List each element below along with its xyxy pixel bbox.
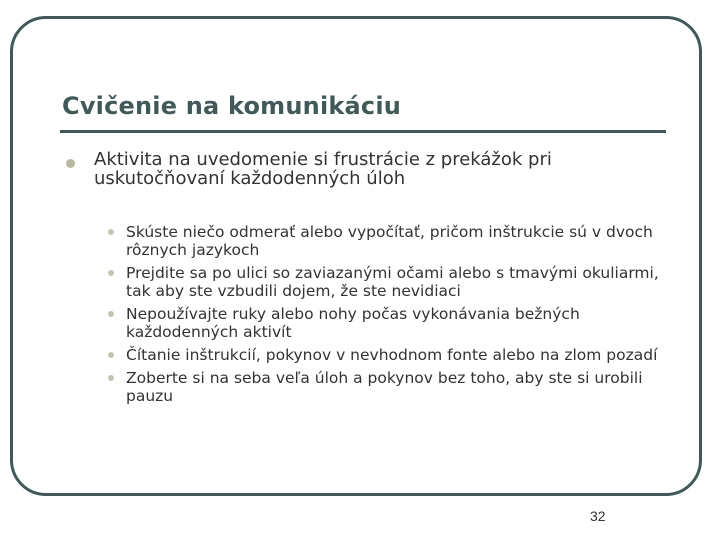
list-item: [108, 346, 678, 364]
list-item: [108, 264, 678, 300]
bullet-dot-icon: [108, 311, 114, 317]
sub-bullet-text: Prejdite sa po ulici so zaviazanými očami alebo s tmavými okuliarmi, tak aby ste vzbudili dojem, že ste nevidiaci: [126, 264, 659, 300]
sub-bullet-text: Nepoužívajte ruky alebo nohy počas vykonávania bežných každodenných aktivít: [126, 305, 580, 341]
main-bullet-icon: [66, 159, 75, 168]
main-bullet-text: Aktivita na uvedomenie si frustrácie z prekážok pri uskutočňovaní každodenných úloh: [94, 149, 552, 189]
list-item: [108, 305, 678, 341]
sub-bullet-text: Zoberte si na seba veľa úloh a pokynov bez toho, aby ste si urobili pauzu: [126, 369, 643, 405]
list-item: [108, 223, 678, 259]
bullet-dot-icon: [108, 375, 114, 381]
sub-bullet-text: Skúste niečo odmerať alebo vypočítať, pričom inštrukcie sú v dvoch rôznych jazykoch: [126, 223, 653, 259]
bullet-dot-icon: [108, 352, 114, 358]
title-divider: [60, 130, 666, 133]
sub-bullet-text: Čítanie inštrukcií, pokynov v nevhodnom fonte alebo na zlom pozadí: [126, 346, 658, 364]
list-item: [108, 369, 678, 405]
slide-title: Cvičenie na komunikáciu: [62, 92, 402, 120]
bullet-dot-icon: [108, 270, 114, 276]
page-number: 32: [590, 508, 606, 524]
sub-bullet-list: [108, 223, 678, 410]
bullet-dot-icon: [108, 229, 114, 235]
